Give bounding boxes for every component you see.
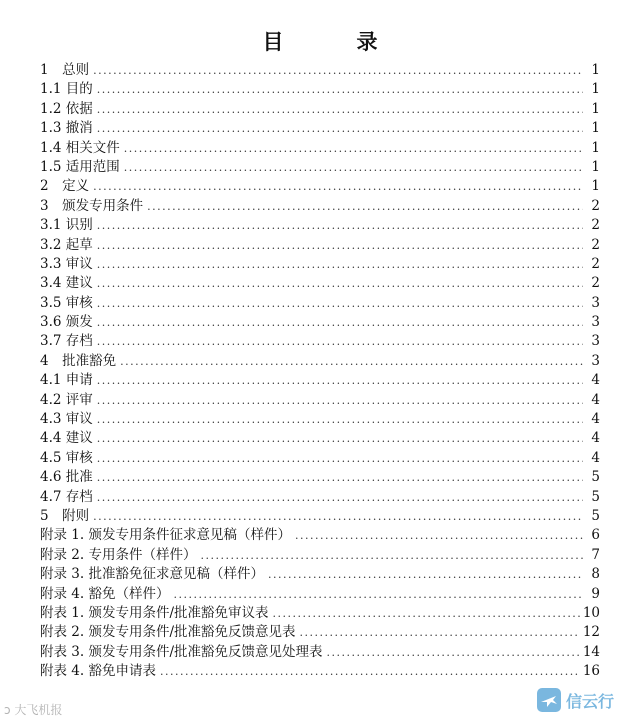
toc-entry-label: 2 定义 [40, 178, 90, 195]
toc-entry-page: 5 [591, 507, 600, 524]
toc-dot-leader [97, 449, 583, 468]
toc-entry-page: 1 [591, 139, 600, 156]
toc-dot-leader [97, 255, 583, 274]
toc-entry-page: 3 [591, 294, 600, 311]
toc-entry-label: 3.2 起草 [40, 236, 93, 253]
toc-dot-leader [97, 410, 583, 429]
toc-dot-leader [97, 468, 583, 487]
toc-dot-leader [93, 507, 583, 526]
toc-entry[interactable] [40, 623, 600, 642]
toc-entry-page: 1 [591, 62, 600, 78]
toc-dot-leader [268, 565, 583, 584]
toc-entry-label: 附录 2. 专用条件（样件） [40, 546, 197, 563]
toc-entry-page: 4 [591, 411, 600, 428]
toc-entry-label: 附表 2. 颁发专用条件/批准豁免反馈意见表 [40, 624, 296, 641]
toc-entry[interactable] [40, 585, 600, 604]
toc-dot-leader [327, 643, 580, 662]
toc-dot-leader [97, 100, 583, 119]
toc-entry-page: 14 [582, 643, 600, 660]
toc-entry-page: 4 [591, 430, 600, 447]
toc-entry[interactable] [40, 662, 600, 681]
toc-entry[interactable] [40, 61, 600, 80]
toc-entry[interactable] [40, 294, 600, 313]
toc-dot-leader [295, 526, 583, 545]
toc-dot-leader [173, 585, 583, 604]
toc-entry[interactable] [40, 429, 600, 448]
toc-entry[interactable] [40, 643, 600, 662]
toc-dot-leader [97, 371, 583, 390]
toc-entry-page: 4 [591, 372, 600, 389]
toc-dot-leader [97, 216, 583, 235]
toc-entry-page: 3 [591, 333, 600, 350]
watermark-left [4, 701, 62, 718]
toc-entry-page: 10 [582, 604, 600, 621]
toc-dot-leader [97, 80, 583, 99]
toc-entry-label: 3.4 建议 [40, 275, 93, 292]
weibo-icon: ↄ [4, 703, 11, 717]
toc-entry[interactable] [40, 197, 600, 216]
toc-entry[interactable] [40, 119, 600, 138]
toc-dot-leader [273, 604, 580, 623]
toc-entry-page: 8 [591, 566, 600, 583]
toc-entry[interactable] [40, 236, 600, 255]
toc-entry-page: 2 [591, 255, 600, 272]
toc-entry-page: 5 [591, 488, 600, 505]
toc-entry[interactable] [40, 352, 600, 371]
toc-entry[interactable] [40, 332, 600, 351]
toc-entry-page: 9 [591, 585, 600, 602]
toc-entry-label: 附表 3. 颁发专用条件/批准豁免反馈意见处理表 [40, 643, 323, 660]
toc-entry-label: 1.4 相关文件 [40, 139, 120, 156]
toc-entry-page: 2 [591, 217, 600, 234]
toc-entry[interactable] [40, 468, 600, 487]
toc-entry-page: 16 [582, 663, 600, 680]
toc-entry[interactable] [40, 100, 600, 119]
toc-entry-label: 3.5 审核 [40, 294, 93, 311]
toc-entry[interactable] [40, 507, 600, 526]
toc-entry[interactable] [40, 488, 600, 507]
toc-entry-page: 1 [591, 158, 600, 175]
toc-entry[interactable] [40, 526, 600, 545]
toc-entry[interactable] [40, 410, 600, 429]
toc-entry-page: 2 [591, 197, 600, 214]
toc-entry-label: 3.6 颁发 [40, 314, 93, 331]
toc-entry-label: 附录 4. 豁免（样件） [40, 585, 170, 602]
toc-entry-label: 3.3 审议 [40, 255, 93, 272]
toc-entry-page: 1 [591, 178, 600, 195]
toc-entry[interactable] [40, 177, 600, 196]
toc-dot-leader [160, 662, 580, 681]
toc-dot-leader [97, 429, 583, 448]
toc-entry-label: 4.1 申请 [40, 372, 93, 389]
toc-dot-leader [93, 61, 583, 80]
toc-entry-page: 1 [591, 100, 600, 117]
watermark-right [536, 683, 636, 717]
toc-entry-label: 1.2 依据 [40, 100, 93, 117]
toc-entry-label: 4.3 审议 [40, 411, 93, 428]
toc-entry[interactable] [40, 80, 600, 99]
toc-entry-label: 4 批准豁免 [40, 352, 117, 369]
toc-entry-label: 附表 4. 豁免申请表 [40, 663, 156, 680]
toc-dot-leader [124, 139, 583, 158]
toc-entry-page: 5 [591, 469, 600, 486]
toc-dot-leader [124, 158, 583, 177]
toc-entry-label: 1.5 适用范围 [40, 158, 120, 175]
toc-entry[interactable] [40, 216, 600, 235]
toc-entry[interactable] [40, 313, 600, 332]
toc-entry-page: 2 [591, 275, 600, 292]
toc-entry[interactable] [40, 449, 600, 468]
toc-entry-label: 附表 1. 颁发专用条件/批准豁免审议表 [40, 604, 269, 621]
toc-entry[interactable] [40, 139, 600, 158]
toc-entry[interactable] [40, 546, 600, 565]
toc-entry[interactable] [40, 565, 600, 584]
toc-entry-label: 4.5 审核 [40, 449, 93, 466]
toc-entry-page: 7 [591, 546, 600, 563]
toc-dot-leader [97, 274, 583, 293]
toc-entry-page: 4 [591, 391, 600, 408]
toc-entry-page: 6 [591, 527, 600, 544]
toc-entry[interactable] [40, 255, 600, 274]
page-title: 目 录 [262, 29, 404, 54]
toc-entry-label: 3.7 存档 [40, 333, 93, 350]
toc-entry-label: 1.1 目的 [40, 81, 93, 98]
toc-dot-leader [120, 352, 583, 371]
toc-entry-label: 4.7 存档 [40, 488, 93, 505]
toc-dot-leader [97, 236, 583, 255]
toc-entry-page: 1 [591, 120, 600, 137]
toc-entry-label: 3.1 识别 [40, 217, 93, 234]
toc-entry-page: 3 [591, 352, 600, 369]
toc-dot-leader [97, 119, 583, 138]
toc-entry[interactable] [40, 371, 600, 390]
toc-dot-leader [97, 294, 583, 313]
toc-dot-leader [97, 488, 583, 507]
toc-entry-page: 1 [591, 81, 600, 98]
toc-entry-label: 3 颁发专用条件 [40, 197, 144, 214]
toc-entry-label: 4.4 建议 [40, 430, 93, 447]
toc-entry[interactable] [40, 604, 600, 623]
plane-logo-icon [536, 687, 562, 713]
toc-entry-page: 2 [591, 236, 600, 253]
toc-entry[interactable] [40, 391, 600, 410]
toc-entry-label: 附录 1. 颁发专用条件征求意见稿（样件） [40, 527, 291, 544]
toc-entry-label: 5 附则 [40, 507, 90, 524]
toc-entry-page: 4 [591, 449, 600, 466]
toc-dot-leader [97, 391, 583, 410]
toc-entry[interactable] [40, 274, 600, 293]
toc-entry-label: 4.6 批准 [40, 469, 93, 486]
toc-dot-leader [97, 313, 583, 332]
toc-dot-leader [97, 332, 583, 351]
toc-entry-page: 12 [582, 624, 600, 641]
toc-list [40, 61, 600, 682]
toc-dot-leader [300, 623, 580, 642]
watermark-left-text: 大飞机报 [14, 703, 63, 717]
toc-entry-label: 1.3 撤消 [40, 120, 93, 137]
toc-entry-label: 附录 3. 批准豁免征求意见稿（样件） [40, 566, 264, 583]
watermark-right-text: 信云行 [566, 691, 615, 711]
toc-dot-leader [93, 177, 583, 196]
toc-entry-page: 3 [591, 314, 600, 331]
toc-dot-leader [200, 546, 583, 565]
toc-entry[interactable] [40, 158, 600, 177]
toc-entry-label: 1 总则 [40, 62, 90, 78]
toc-dot-leader [147, 197, 583, 216]
toc-entry-label: 4.2 评审 [40, 391, 93, 408]
